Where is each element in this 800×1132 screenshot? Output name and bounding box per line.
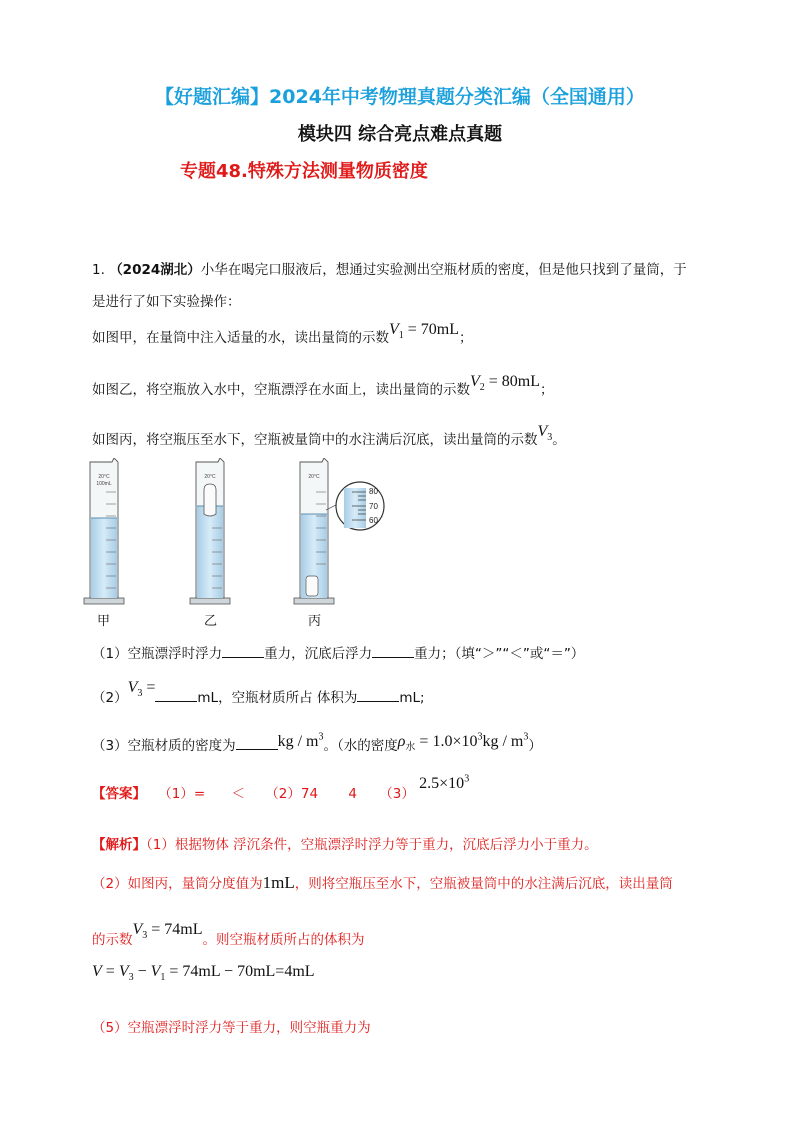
question-intro-line2: 是进行了如下实验操作： xyxy=(92,294,241,310)
cylinder-temp-label: 20°C xyxy=(98,474,110,480)
step3-sub: 3 xyxy=(547,432,553,444)
q1-blank-2[interactable] xyxy=(372,645,414,658)
q3-val: = 1.0×10 xyxy=(415,733,478,750)
q3-unit-sup: 3 xyxy=(318,731,324,743)
q3-val-sup: 3 xyxy=(477,731,483,743)
q3-unit-text: kg / m xyxy=(277,733,319,750)
analysis-line3 xyxy=(92,921,365,951)
answer-1: （1）= xyxy=(158,786,206,802)
analysis-line2-b: ，则将空瓶压至水下，空瓶被量筒中的水注满后沉底，读出量筒 xyxy=(294,876,673,892)
answer-4: 4 xyxy=(348,786,357,802)
q2-eq: = xyxy=(142,679,156,696)
q3-rho: ρ xyxy=(397,733,406,750)
q2-b: mL，空瓶材质所占 体积为 xyxy=(197,690,358,706)
question-intro-line1 xyxy=(92,258,687,278)
topic-heading: 专题48.特殊方法测量物质密度 xyxy=(180,161,428,182)
q2-blank-1[interactable] xyxy=(155,689,197,702)
q1-blank-1[interactable] xyxy=(222,645,264,658)
q3-b: 。（水的密度 xyxy=(323,738,398,754)
step3-var: V xyxy=(537,423,548,440)
q2-a: （2） xyxy=(92,690,128,706)
cylinder-yi xyxy=(190,458,230,604)
step1-val: = 70mL xyxy=(403,321,460,338)
step2-end: ； xyxy=(540,382,554,398)
answer-6-sup: 3 xyxy=(464,773,470,785)
zoom-tick-70: 70 xyxy=(369,502,378,511)
analysis-line3-val: = 74mL xyxy=(147,921,203,938)
answer-2: ＜ xyxy=(231,786,245,802)
step2 xyxy=(92,373,554,401)
cylinder-jia xyxy=(84,458,124,604)
step3-text: 如图丙，将空瓶压至水下，空瓶被量筒中的水注满后沉底，读出量筒的示数 xyxy=(92,432,538,448)
eq-equals: = xyxy=(101,963,119,980)
subquestion-3 xyxy=(92,731,542,757)
step3 xyxy=(92,423,566,451)
step1-text: 如图甲，在量筒中注入适量的水，读出量筒的示数 xyxy=(92,330,389,346)
q3-water-density xyxy=(397,731,529,754)
step2-formula xyxy=(470,373,541,394)
q2-formula xyxy=(127,679,156,700)
analysis-equation xyxy=(92,963,315,983)
step2-text: 如图乙，将空瓶放入水中，空瓶漂浮在水面上，读出量筒的示数 xyxy=(92,382,470,398)
analysis-line5: （5）空瓶漂浮时浮力等于重力，则空瓶重力为 xyxy=(92,1020,371,1036)
eq-rest: = 74mL − 70mL=4mL xyxy=(165,963,315,980)
step3-end: 。 xyxy=(552,432,566,448)
analysis-line3-b: 。则空瓶材质所占的体积为 xyxy=(202,932,365,948)
q2-c: mL; xyxy=(399,690,425,706)
document-title: 【好题汇编】2024年中考物理真题分类汇编（全国通用） xyxy=(155,86,645,108)
cylinder-cap-label: 100mL xyxy=(96,481,112,487)
q2-sub: 3 xyxy=(137,688,143,700)
q1-a: （1）空瓶漂浮时浮力 xyxy=(92,646,223,662)
q3-c: ） xyxy=(528,738,542,754)
analysis-label: 【解析】 xyxy=(92,837,146,853)
step1-sub: 1 xyxy=(398,330,404,342)
eq-v1-sub: 1 xyxy=(160,972,166,984)
sunken-bottle xyxy=(306,576,318,596)
answer-6-text: 2.5×10 xyxy=(419,775,465,792)
floating-bottle xyxy=(204,484,216,516)
q3-unit xyxy=(278,733,324,750)
q1-c: 重力；（填“＞”“＜”或“＝”） xyxy=(414,646,585,662)
graduated-cylinders-figure xyxy=(82,458,402,628)
subquestion-1 xyxy=(92,642,584,662)
caption-jia: 甲 xyxy=(97,614,111,629)
question-intro-a: 小华在喝完口服液后，想通过实验测出空瓶材质的密度，但是他只找到了量筒，于 xyxy=(200,262,687,278)
q2-blank-2[interactable] xyxy=(357,689,399,702)
zoom-tick-60: 60 xyxy=(369,516,378,525)
q2-var: V xyxy=(127,679,138,696)
step1-formula xyxy=(389,321,460,342)
module-heading: 模块四 综合亮点难点真题 xyxy=(297,124,503,145)
caption-yi: 乙 xyxy=(204,614,218,629)
eq-minus: − xyxy=(133,963,151,980)
q3-val-unit: kg / m xyxy=(482,733,524,750)
analysis-line2-val: 1mL xyxy=(262,873,295,892)
step2-sub: 2 xyxy=(479,382,485,394)
analysis-line2 xyxy=(92,872,673,893)
cylinder-temp-label: 20°C xyxy=(204,474,216,480)
q3-rho-sub: 水 xyxy=(405,742,416,754)
analysis-line3-a: 的示数 xyxy=(92,932,133,948)
eq-v3: V xyxy=(118,963,129,980)
q3-blank[interactable] xyxy=(236,737,278,750)
q1-b: 重力，沉底后浮力 xyxy=(264,646,373,662)
answer-3: （2）74 xyxy=(265,786,319,802)
step3-formula xyxy=(537,423,553,444)
question-source: （2024湖北） xyxy=(109,262,201,278)
q3-a: （3）空瓶材质的密度为 xyxy=(92,738,236,754)
analysis-line3-sub: 3 xyxy=(142,930,148,942)
answer-line xyxy=(92,773,470,803)
eq-v3-sub: 3 xyxy=(128,972,134,984)
analysis-line3-formula xyxy=(132,921,203,942)
cylinder-bing xyxy=(294,458,384,604)
q3-val-unit-sup: 3 xyxy=(523,731,529,743)
analysis-line1 xyxy=(92,833,598,853)
step1 xyxy=(92,321,473,349)
caption-bing: 丙 xyxy=(308,614,322,629)
eq-v1: V xyxy=(150,963,161,980)
eq-v: V xyxy=(92,963,102,980)
analysis-line2-a: （2）如图丙，量筒分度值为 xyxy=(92,876,263,892)
answer-6 xyxy=(419,775,469,792)
analysis-line3-var: V xyxy=(132,921,143,938)
step1-end: ； xyxy=(459,330,473,346)
question-number: 1. xyxy=(92,262,105,278)
cylinder-temp-label: 20°C xyxy=(308,474,320,480)
answer-5: （3） xyxy=(379,786,415,802)
step2-var: V xyxy=(470,373,480,390)
answer-label: 【答案】 xyxy=(92,786,146,802)
analysis-line1-text: （1）根据物体 浮沉条件，空瓶漂浮时浮力等于重力，沉底后浮力小于重力。 xyxy=(146,837,598,853)
subquestion-2 xyxy=(92,679,425,709)
zoom-tick-80: 80 xyxy=(369,487,378,496)
step1-var: V xyxy=(389,321,399,338)
step2-val: = 80mL xyxy=(484,373,541,390)
